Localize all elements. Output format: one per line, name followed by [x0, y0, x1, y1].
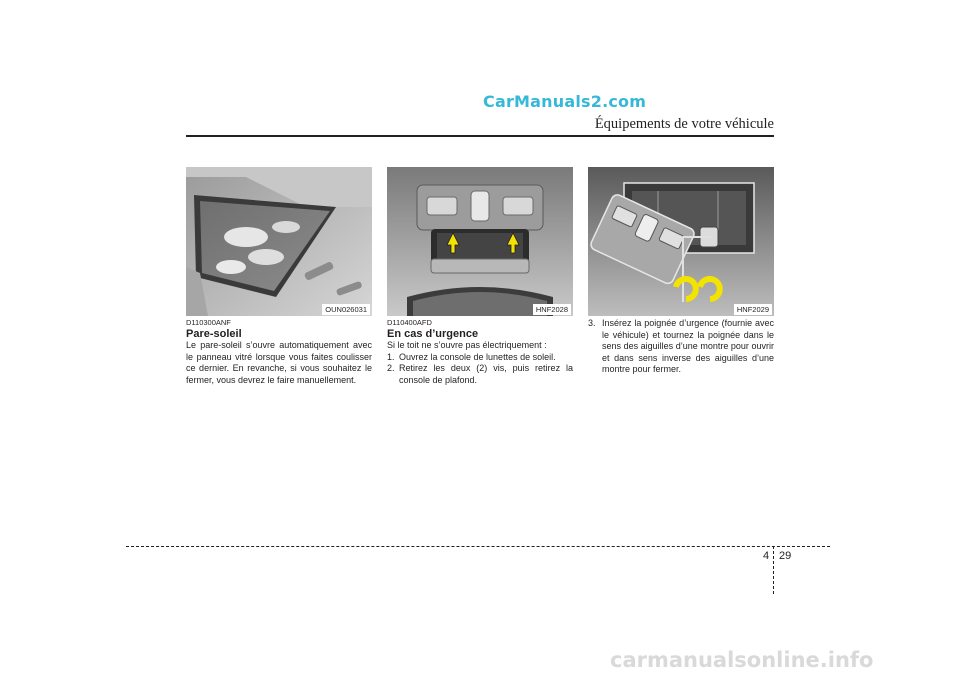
list-number: 1.	[387, 351, 395, 362]
section-heading: En cas d’urgence	[387, 328, 479, 340]
column-emergency	[387, 318, 573, 386]
list-text: Ouvrez la console de lunettes de soleil.	[399, 351, 556, 362]
list-item	[387, 352, 573, 364]
section-intro: Si le toit ne s’ouvre pas électriquement :	[387, 340, 547, 350]
list-item	[387, 363, 573, 386]
chapter-number: 4	[763, 550, 770, 562]
list-number: 2.	[387, 363, 395, 373]
photo-code: HNF2028	[533, 304, 571, 315]
column-sunvisor	[186, 318, 372, 386]
header-rule	[186, 135, 774, 137]
section-heading: Pare-soleil	[186, 328, 242, 340]
page-number: 29	[779, 550, 792, 562]
list-text: Insérez la poignée d’urgence (fournie avec le véhicule) et tournez la poignée dans le sens des aiguilles d’une montre pour ouvrir et dans sens inverse des aiguilles d’une montre pour fermer.	[602, 318, 774, 374]
section-title: Équipements de votre véhicule	[594, 116, 774, 132]
footer-divider	[773, 546, 774, 594]
watermark-top: CarManuals2.com	[483, 92, 647, 111]
sunroof-photo	[186, 167, 372, 316]
photo-code: HNF2029	[734, 304, 772, 315]
overhead-console-photo	[387, 167, 573, 316]
section-code: D110400AFD	[387, 318, 432, 327]
watermark-bottom: carmanualsonline.info	[610, 648, 874, 672]
section-body: Le pare-soleil s’ouvre automatiquement avec le panneau vitré lorsque vous faites coulisser ce dernier. En revanche, si vous souhaitez le fermer, vous devrez le faire manuellement.	[186, 340, 372, 385]
footer-rule	[126, 546, 830, 547]
list-number: 3.	[588, 318, 596, 328]
emergency-handle-photo	[588, 167, 774, 316]
list-item	[588, 318, 774, 376]
section-code: D110300ANF	[186, 318, 231, 327]
column-emergency-continued	[588, 318, 774, 376]
list-text: Retirez les deux (2) vis, puis retirez la console de plafond.	[399, 363, 573, 385]
photo-code: OUN026031	[322, 304, 370, 315]
